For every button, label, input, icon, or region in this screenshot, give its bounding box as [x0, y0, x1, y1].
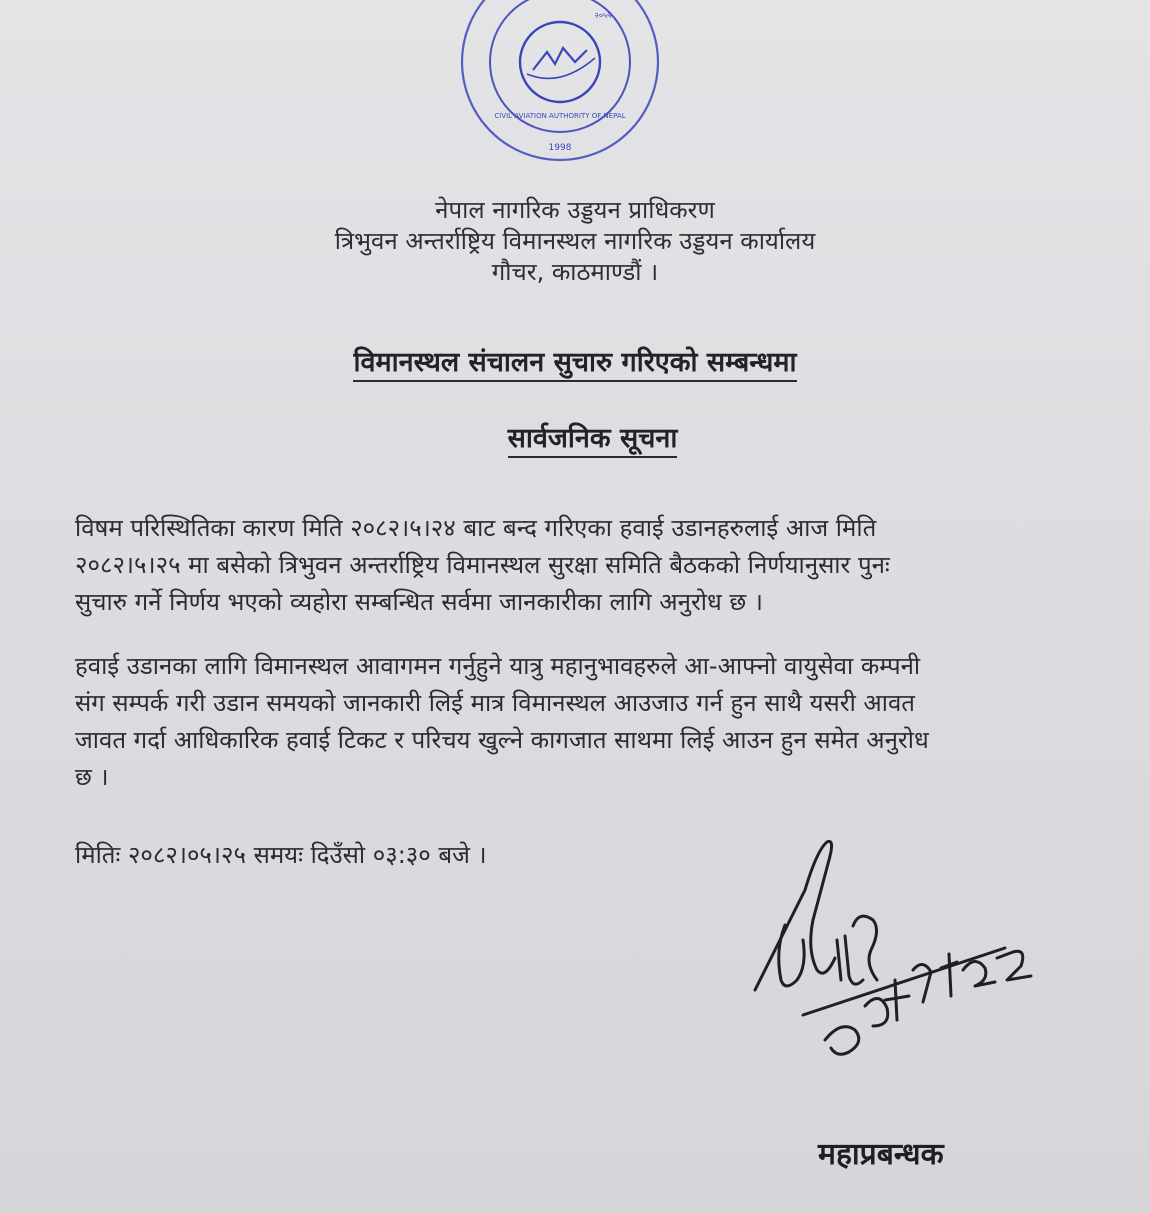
header-line-authority: नेपाल नागरिक उड्डयन प्राधिकरण — [435, 196, 715, 224]
paragraph-line: विषम परिस्थितिका कारण मिति २०८२।५।२४ बाट बन्द गरिएका हवाई उडानहरुलाई आज मिति — [75, 514, 877, 542]
paragraph-reopening — [75, 510, 1115, 621]
designation-general-manager: महाप्रबन्धक — [818, 1137, 944, 1172]
header-line-office: त्रिभुवन अन्तर्राष्ट्रिय विमानस्थल नागरिक उड्डयन कार्यालय — [334, 227, 816, 255]
notice-title-text: सार्वजनिक सूचना — [508, 423, 678, 458]
subject-text: विमानस्थल संचालन सुचारु गरिएको सम्बन्धमा — [353, 347, 796, 382]
notice-title — [0, 418, 1150, 455]
paragraph-line: जावत गर्दा आधिकारिक हवाई टिकट र परिचय खुल्ने कागजात साथमा लिई आउन हुन समेत अनुरोध — [75, 726, 929, 754]
paragraph-line: २०८२।५।२५ मा बसेको त्रिभुवन अन्तर्राष्ट्रिय विमानस्थल सुरक्षा समिति बैठकको निर्णयानुसार पुनः — [75, 551, 890, 579]
seal-year: 1998 — [548, 143, 572, 153]
paragraph-passenger-instructions — [75, 648, 1115, 796]
notice-subject — [0, 342, 1150, 379]
paragraph-line: संग सम्पर्क गरी उडान समयको जानकारी लिई मात्र विमानस्थल आउजाउ गर्न हुन साथै यसरी आवत — [75, 689, 915, 717]
paragraph-line: छ । — [75, 763, 109, 791]
signature-icon — [745, 830, 1045, 1070]
handwritten-signature — [745, 830, 1045, 1070]
header-line-address: गौचर, काठमाण्डौं । — [491, 258, 659, 286]
seal-year-top: २०५५ — [594, 11, 612, 20]
seal-inner-text: CIVIL AVIATION AUTHORITY OF NEPAL — [494, 112, 626, 120]
caan-seal — [455, 0, 665, 175]
office-header — [0, 195, 1150, 288]
seal-stamp-icon — [455, 0, 665, 175]
date-time-line: मितिः २०८२।०५।२५ समयः दिउँसो ०३:३० बजे । — [75, 841, 487, 869]
paragraph-line: सुचारु गर्ने निर्णय भएको व्यहोरा सम्बन्धित सर्वमा जानकारीका लागि अनुरोध छ । — [75, 588, 763, 616]
paragraph-line: हवाई उडानका लागि विमानस्थल आवागमन गर्नुहुने यात्रु महानुभावहरुले आ-आफ्नो वायुसेवा कम्पनी — [75, 652, 921, 680]
